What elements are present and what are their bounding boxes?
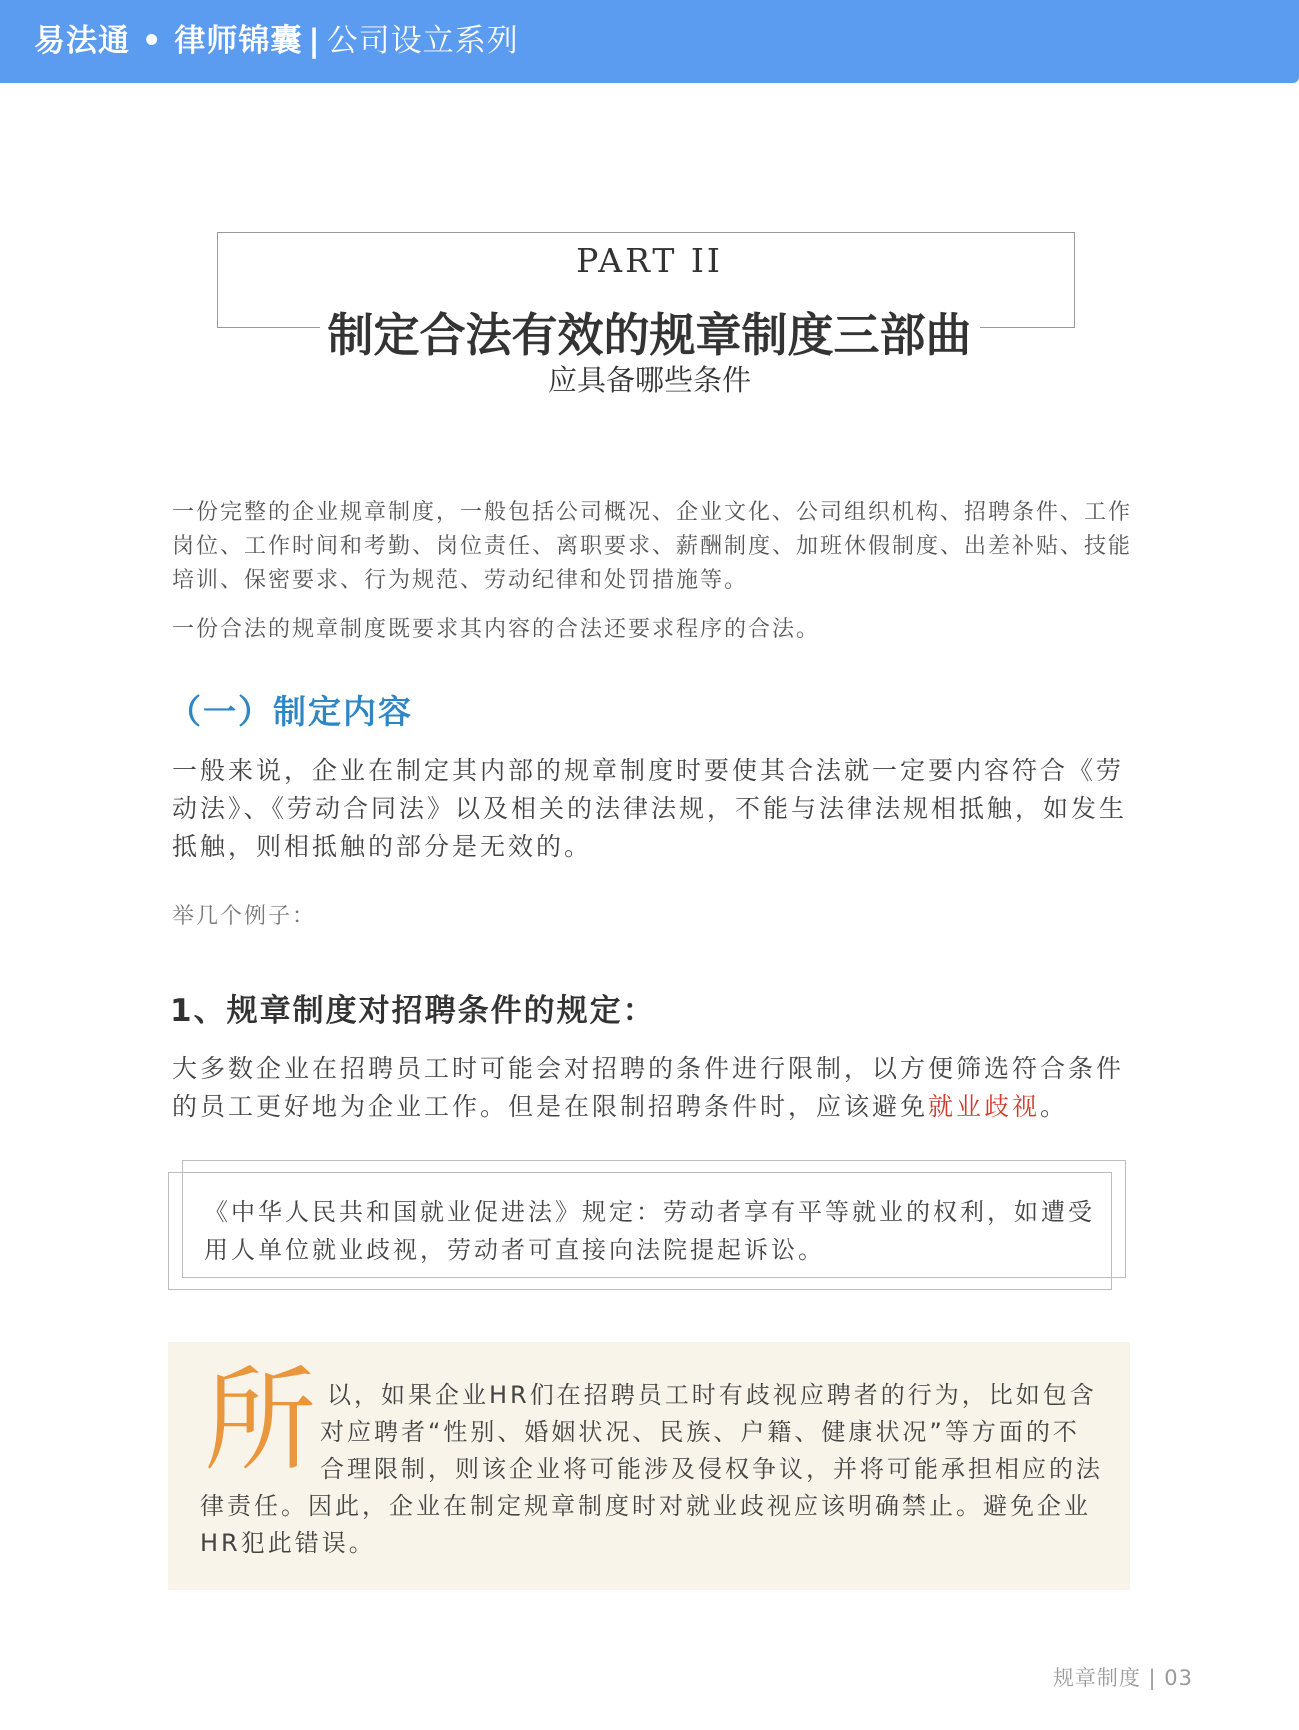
note-line-2: 对应聘者“性别、婚姻状况、民族、户籍、健康状况”等方面的不	[320, 1418, 1080, 1446]
highlight-text: 就业歧视	[928, 1092, 1041, 1121]
note-line-3: 合理限制，则该企业将可能涉及侵权争议，并将可能承担相应的法	[320, 1455, 1103, 1483]
note-line-5: HR犯此错误。	[200, 1529, 376, 1557]
page-subtitle: 应具备哪些条件	[547, 363, 751, 397]
examples-label: 举几个例子：	[172, 904, 317, 929]
item-heading: 1、规章制度对招聘条件的规定：	[170, 993, 656, 1029]
series-name: 公司设立系列	[326, 23, 519, 59]
section-heading: （一）制定内容	[168, 692, 413, 731]
item-body	[172, 1050, 1132, 1126]
intro-paragraph-2: 一份合法的规章制度既要求其内容的合法还要求程序的合法。	[172, 617, 821, 642]
brand-name: 易法通 • 律师锦囊	[34, 23, 303, 59]
page-title-text: 制定合法有效的规章制度三部曲	[320, 308, 980, 362]
page-footer: 规章制度 | 03	[1052, 1666, 1193, 1690]
part-label: PART II	[576, 241, 723, 280]
item-body-end: 。	[1040, 1092, 1069, 1121]
header-brand	[34, 20, 519, 62]
drop-cap: 所	[204, 1356, 316, 1486]
intro-paragraph-1: 一份完整的企业规章制度，一般包括公司概况、企业文化、公司组织机构、招聘条件、工作岗位、工作时间和考勤、岗位责任、离职要求、薪酬制度、加班休假制度、出差补贴、技能培训、保密要求、行为规范、劳动纪律和处罚措施等。	[172, 500, 1133, 593]
item-body-text: 大多数企业在招聘员工时可能会对招聘的条件进行限制，以方便筛选符合条件的员工更好地为企业工作。但是在限制招聘条件时，应该避免	[172, 1054, 1125, 1121]
brand-separator: |	[308, 23, 321, 59]
section-body: 一般来说，企业在制定其内部的规章制度时要使其合法就一定要内容符合《劳动法》、《劳动合同法》以及相关的法律法规，不能与法律法规相抵触，如发生抵触，则相抵触的部分是无效的。	[172, 756, 1128, 861]
header-bar	[0, 0, 1299, 83]
note-line-4: 律责任。因此，企业在制定规章制度时对就业歧视应该明确禁止。避免企业	[200, 1492, 1091, 1520]
page-title	[0, 307, 1299, 363]
law-quote: 《中华人民共和国就业促进法》规定：劳动者享有平等就业的权利，如遭受用人单位就业歧视，劳动者可直接向法院提起诉讼。	[204, 1198, 1095, 1264]
note-line-1: 以，如果企业HR们在招聘员工时有歧视应聘者的行为，比如包含	[327, 1381, 1097, 1409]
